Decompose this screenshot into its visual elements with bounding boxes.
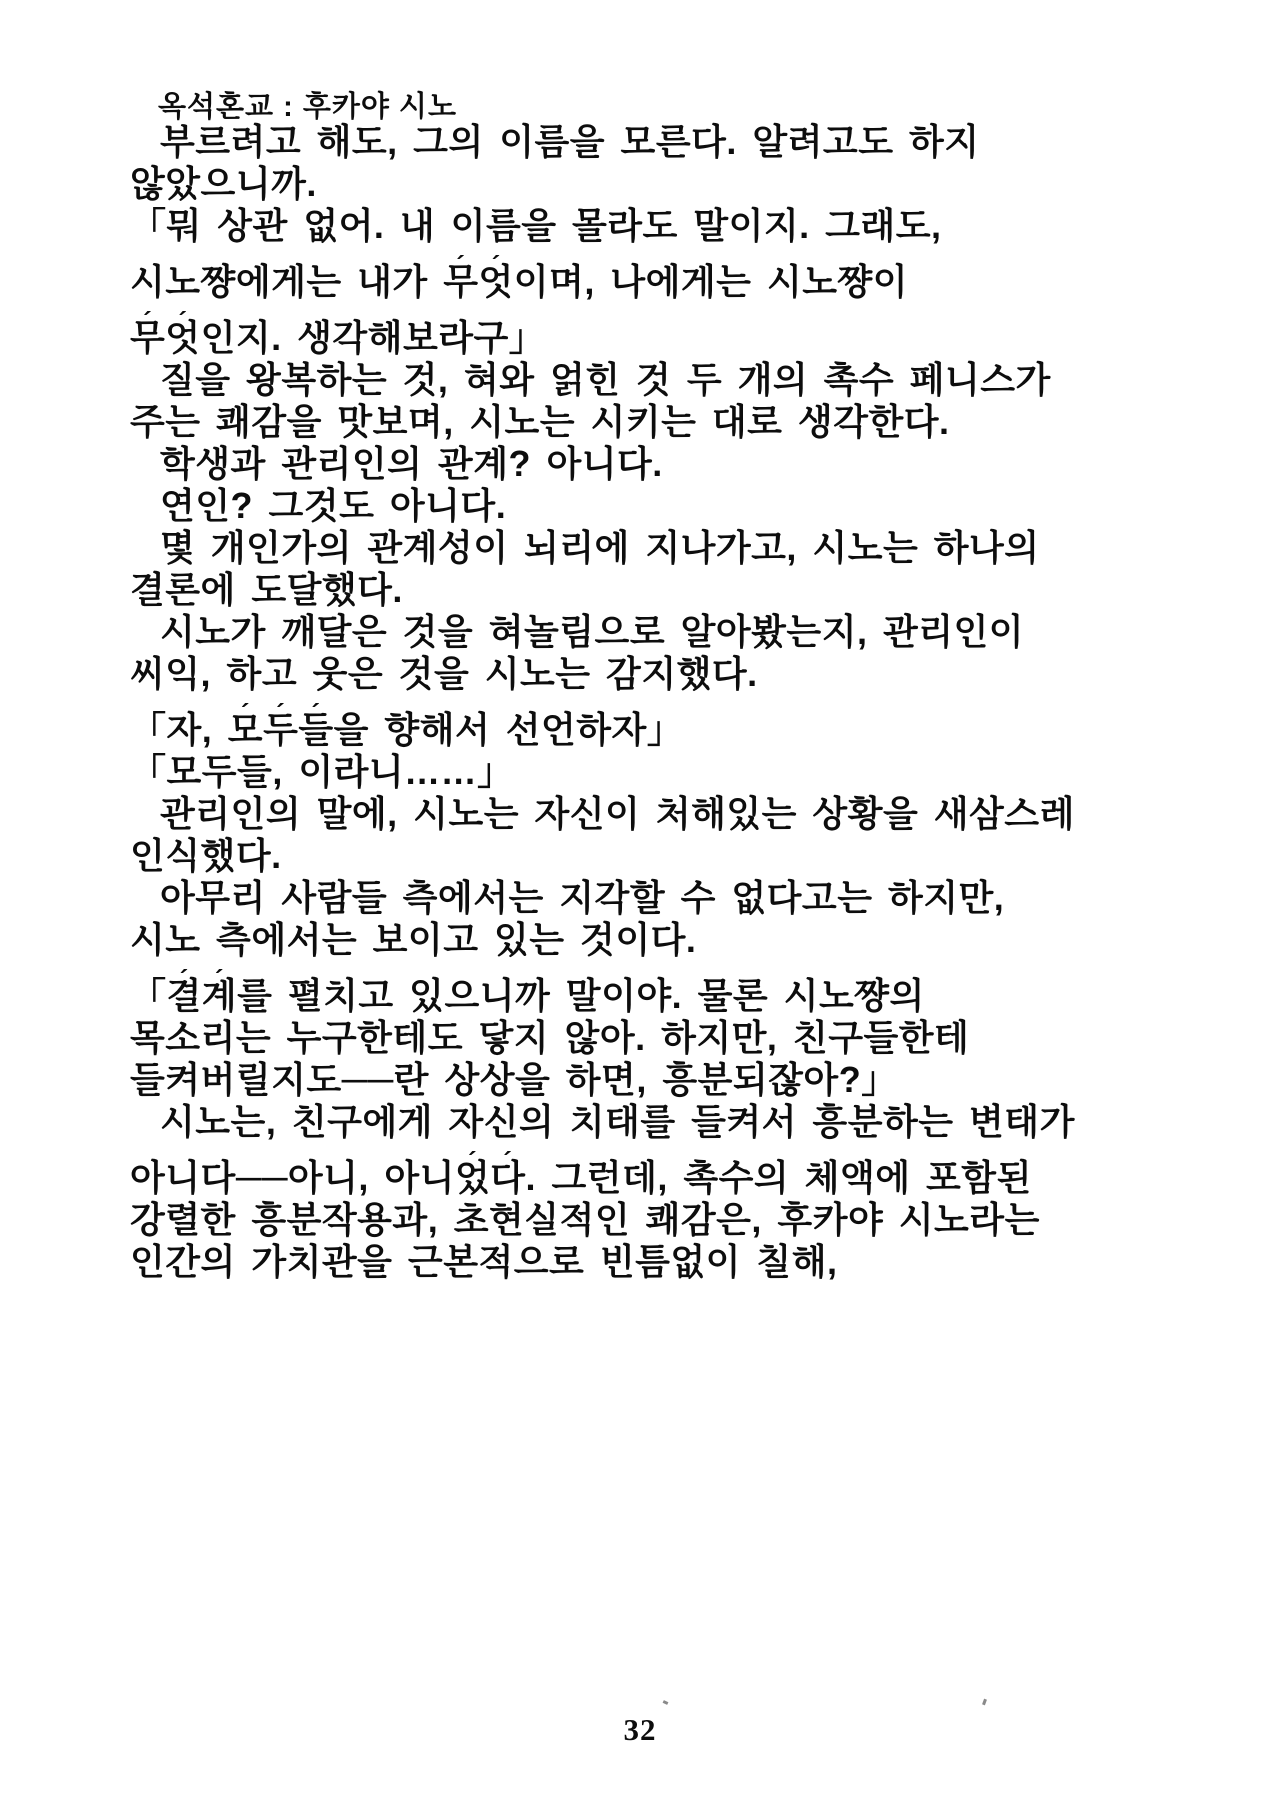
text-line: 「뭐 상관 없어. 내 이름을 몰라도 말이지. 그래도, <box>130 205 942 246</box>
text-line: 시노쨩에게는 내가 무 ´엇 ´이며, 나에게는 시노쨩이 <box>130 261 1190 303</box>
text-line: 않았으니까. <box>130 163 317 204</box>
text-line: 결론에 도달했다. <box>130 569 403 610</box>
emphasized-char: 들 ´ <box>298 709 333 751</box>
text-line: 주는 쾌감을 맛보며, 시노는 시키는 대로 생각한다. <box>130 401 950 442</box>
text-line: 몇 개인가의 관계성이 뇌리에 지나가고, 시노는 하나의 <box>160 527 1040 568</box>
chapter-header: 옥석혼교 : 후카야 시노 <box>158 91 457 123</box>
text-line: 아무리 사람들 측에서는 지각할 수 없다고는 하지만, <box>160 877 1005 918</box>
text-line: 「모두들, 이라니……」 <box>130 751 514 792</box>
text-line: 시노가 깨달은 것을 혀놀림으로 알아봤는지, 관리인이 <box>160 611 1025 652</box>
emphasized-char: 다 ´ <box>490 1157 525 1199</box>
text-line: 들켜버릴지도──란 상상을 하면, 흥분되잖아?」 <box>130 1059 898 1100</box>
scan-speck <box>663 1700 669 1705</box>
text-line: 부르려고 해도, 그의 이름을 모른다. 알려고도 하지 <box>160 121 980 162</box>
emphasized-char: 두 ´ <box>263 709 298 751</box>
text-line: 인식했다. <box>130 835 282 876</box>
text-line: 시노는, 친구에게 자신의 치태를 들켜서 흥분하는 변태가 <box>160 1101 1075 1142</box>
text-line: 연인? 그것도 아니다. <box>160 485 507 526</box>
page-number: 32 <box>623 1712 657 1747</box>
text-line: 「자, 모 ´두 ´들 ´을 향해서 선언하자」 <box>130 709 1190 751</box>
body-text-block <box>130 121 1190 1283</box>
emphasized-char: 무 ´ <box>130 317 165 359</box>
emphasized-char: 엇 ´ <box>165 317 200 359</box>
text-line: 학생과 관리인의 관계? 아니다. <box>160 443 663 484</box>
emphasized-char: 무 ´ <box>443 261 478 303</box>
emphasized-char: 었 ´ <box>455 1157 490 1199</box>
text-line: 아니다──아니, 아니었 ´다 ´. 그런데, 촉수의 체액에 포함된 <box>130 1157 1190 1199</box>
text-line: 목소리는 누구한테도 닿지 않아. 하지만, 친구들한테 <box>130 1017 970 1058</box>
scan-speck <box>982 1699 987 1706</box>
text-line: 강렬한 흥분작용과, 초현실적인 쾌감은, 후카야 시노라는 <box>130 1199 1040 1240</box>
emphasized-char: 모 ´ <box>228 709 263 751</box>
emphasized-char: 엇 ´ <box>479 261 514 303</box>
text-line: 씨익, 하고 웃은 것을 시노는 감지했다. <box>130 653 758 694</box>
text-line: 질을 왕복하는 것, 혀와 얽힌 것 두 개의 촉수 페니스가 <box>160 359 1051 400</box>
text-line: 무 ´엇 ´인지. 생각해보라구」 <box>130 317 1190 359</box>
emphasized-char: 결 ´ <box>167 975 202 1017</box>
text-line: 시노 측에서는 보이고 있는 것이다. <box>130 919 697 960</box>
text-line: 「결 ´계 ´를 펼치고 있으니까 말이야. 물론 시노쨩의 <box>130 975 1190 1017</box>
emphasized-char: 계 ´ <box>202 975 237 1017</box>
text-line: 관리인의 말에, 시노는 자신이 처해있는 상황을 새삼스레 <box>160 793 1075 834</box>
text-line: 인간의 가치관을 근본적으로 빈틈없이 칠해, <box>130 1241 838 1282</box>
